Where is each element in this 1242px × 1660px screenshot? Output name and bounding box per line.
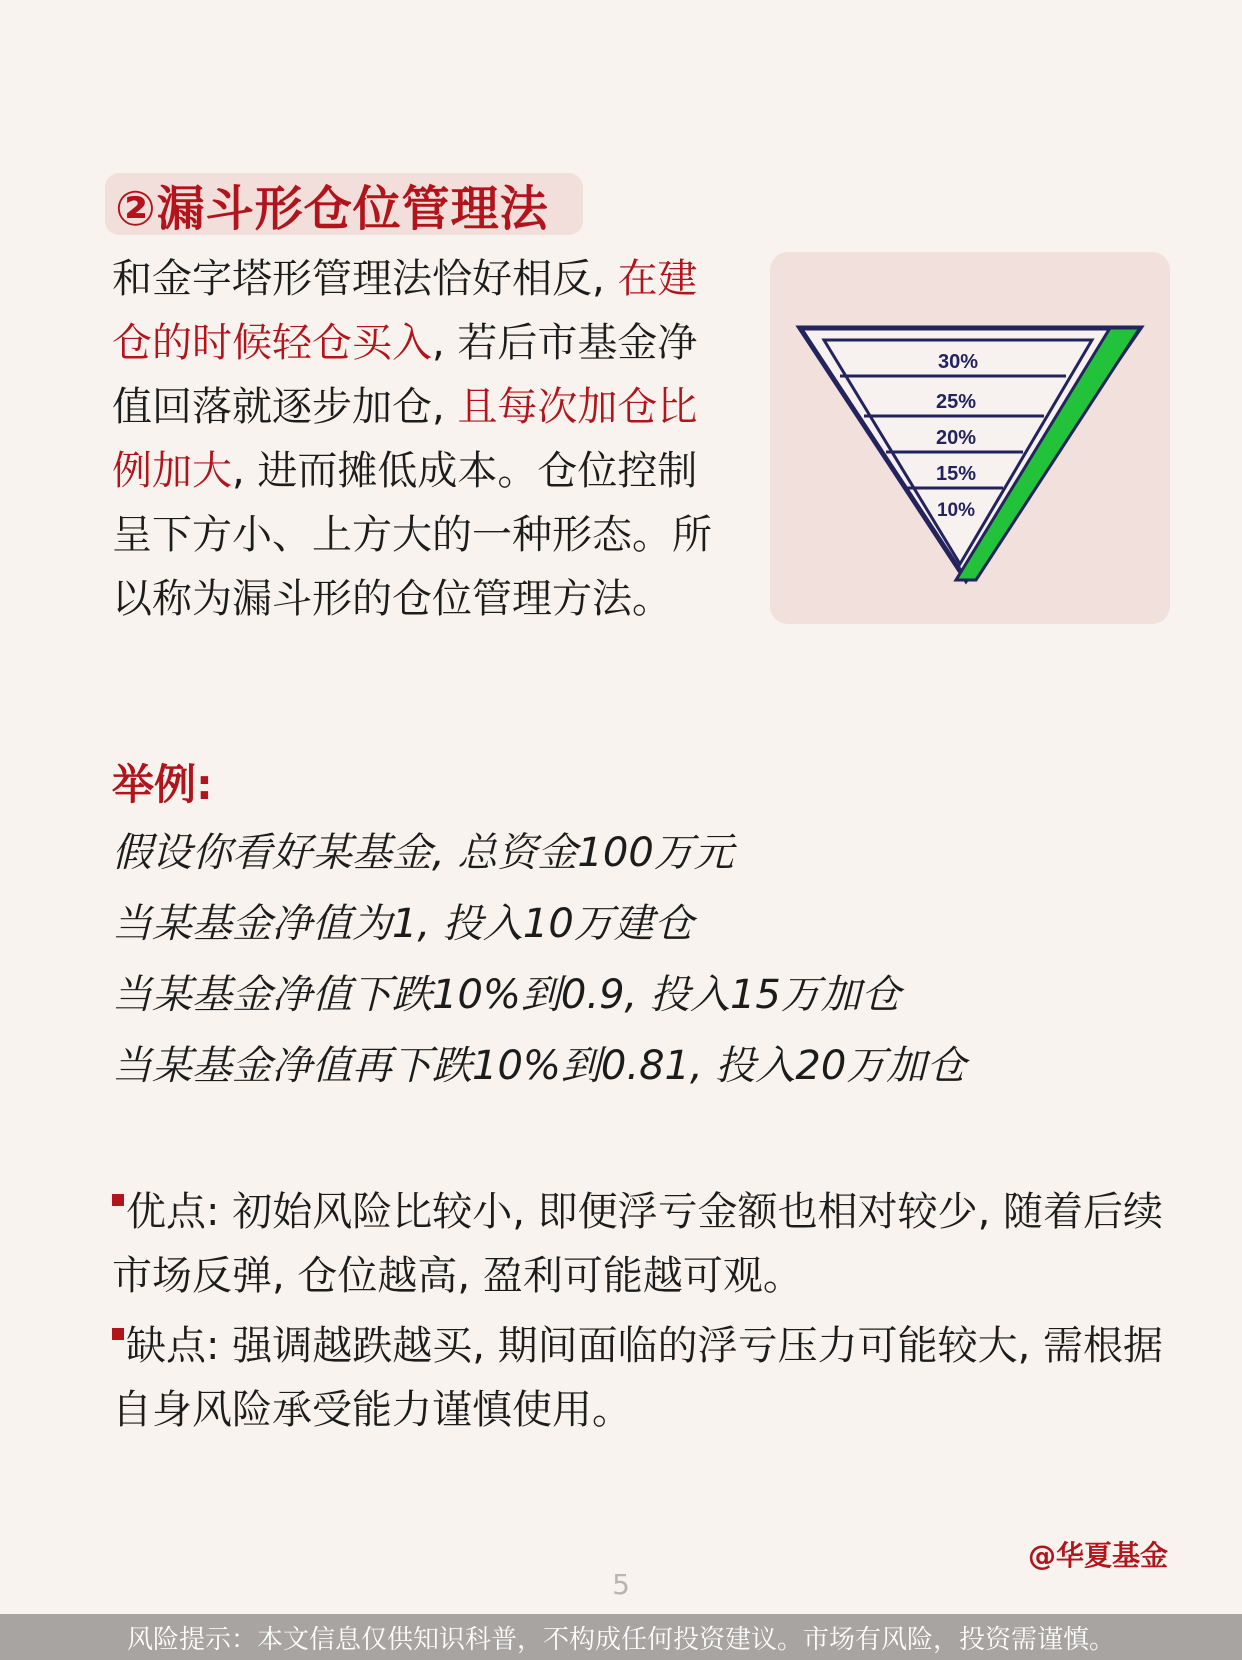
- example-line: 当某基金净值下跌10%到0.9, 投入15万加仓: [112, 972, 901, 1018]
- intro-paragraph: [112, 247, 732, 631]
- example-line: 当某基金净值再下跌10%到0.81, 投入20万加仓: [112, 1043, 967, 1089]
- brand-signature: @华夏基金: [1027, 1539, 1168, 1572]
- example-list: [112, 818, 1152, 1102]
- funnel-level-label: 30%: [937, 351, 979, 373]
- funnel-level-label: 25%: [935, 391, 977, 413]
- section-title: ②漏斗形仓位管理法: [115, 180, 549, 237]
- cons-text: 缺点: 强调越跌越买, 期间面临的浮亏压力可能较大, 需根据自身风险承受能力谨慎使用。: [112, 1323, 1164, 1433]
- example-heading: 举例:: [112, 760, 213, 809]
- example-line: 当某基金净值为1, 投入10万建仓: [112, 901, 694, 947]
- risk-disclaimer-bar: [0, 1614, 1242, 1660]
- funnel-diagram: [770, 252, 1170, 624]
- risk-disclaimer-text: 风险提示：本文信息仅供知识科普，不构成任何投资建议。市场有风险，投资需谨慎。: [126, 1624, 1115, 1655]
- bullet-icon: [112, 1194, 124, 1206]
- page-number: 5: [612, 1568, 630, 1601]
- pros-text: 优点: 初始风险比较小, 即便浮亏金额也相对较少, 随着后续市场反弹, 仓位越高, 盈利可能越可观。: [112, 1189, 1164, 1299]
- funnel-level-label: 20%: [935, 427, 977, 449]
- section-title-pill: [105, 173, 583, 235]
- intro-text-3: , 进而摊低成本。仓位控制呈下方小、上方大的一种形态。所以称为漏斗形的仓位管理方法。: [112, 448, 712, 622]
- example-line: 假设你看好某基金, 总资金100万元: [112, 830, 734, 876]
- intro-text-1: 和金字塔形管理法恰好相反,: [112, 256, 618, 302]
- cons-point: [112, 1314, 1172, 1442]
- pros-point: [112, 1180, 1172, 1308]
- intro-text-2: , 若后市基金净值回落就逐步加仓,: [112, 320, 698, 430]
- funnel-level-label: 10%: [936, 500, 976, 521]
- funnel-level-label: 15%: [935, 463, 977, 485]
- intro-highlight-1: 在建仓的时候轻仓买入: [112, 256, 698, 366]
- funnel-figure-card: [770, 252, 1170, 624]
- bullet-icon: [112, 1328, 124, 1340]
- intro-highlight-2: 且每次加仓比例加大: [112, 384, 698, 494]
